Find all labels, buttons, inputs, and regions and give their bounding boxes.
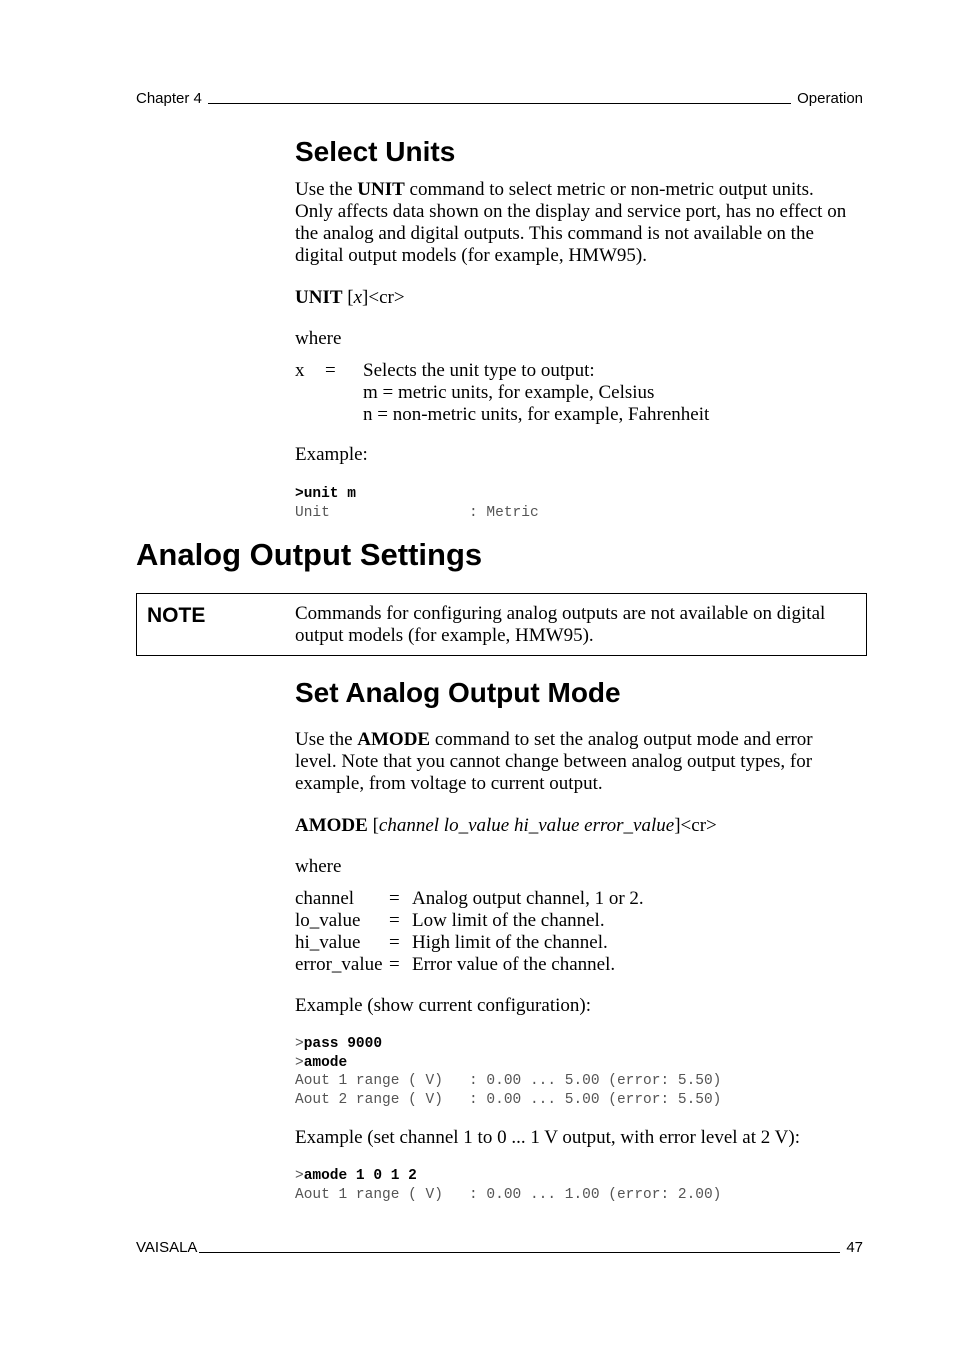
code-command-amode-set: amode 1 0 1 2 xyxy=(303,1168,417,1184)
unit-where: where xyxy=(295,328,342,349)
amode-param-list: channel = Analog output channel, 1 or 2. lo_value = Low limit of the channel. hi_value = High limit of the channel. error_value = Error value of the channel. xyxy=(295,888,865,976)
select-units-intro xyxy=(295,179,865,267)
code-output-aout1-set: Aout 1 range ( V) : 0.00 ... 1.00 (error: 2.00) xyxy=(295,1186,722,1203)
param-desc: Selects the unit type to output: xyxy=(363,360,595,381)
amode-intro xyxy=(295,729,865,795)
param-hi-desc: High limit of the channel. xyxy=(412,932,608,953)
code-output-aout1: Aout 1 range ( V) : 0.00 ... 5.00 (error: 5.50) xyxy=(295,1073,722,1089)
amode-intro-line-2: level. Note that you cannot change between analog output types, for xyxy=(295,751,813,772)
header-rule xyxy=(208,102,791,104)
unit-command: UNIT xyxy=(357,179,405,200)
param-lo-desc: Low limit of the channel. xyxy=(412,910,605,931)
page-footer xyxy=(136,1239,863,1256)
amode-command: AMODE xyxy=(357,729,431,750)
amode-example1-label: Example (show current configuration): xyxy=(295,995,591,1016)
code-output: Unit : Metric xyxy=(295,504,539,521)
code-command-pass: pass 9000 xyxy=(303,1036,383,1052)
amode-example2-label: Example (set channel 1 to 0 ... 1 V output, with error level at 2 V): xyxy=(295,1127,800,1148)
select-units-heading: Select Units xyxy=(295,136,456,167)
code-command-amode: amode xyxy=(303,1054,348,1071)
header-section: Operation xyxy=(797,90,863,107)
footer-company: VAISALA xyxy=(136,1239,198,1256)
intro-line-1: Use the UNIT command to select metric or non-metric output units. xyxy=(295,179,814,200)
param-error-desc: Error value of the channel. xyxy=(412,954,616,975)
param-error-name: error_value xyxy=(295,954,383,975)
amode-intro-line-1: Use the AMODE command to set the analog output mode and error xyxy=(295,729,813,750)
intro-line-3: the analog and digital outputs. This command is not available on the xyxy=(295,223,814,244)
note-box xyxy=(136,593,867,656)
analog-output-heading: Analog Output Settings xyxy=(136,537,483,572)
param-eq: = xyxy=(325,360,336,381)
header-chapter: Chapter 4 xyxy=(136,90,202,107)
param-option-metric: m = metric units, for example, Celsius xyxy=(363,382,655,403)
note-text: Commands for configuring analog outputs are not available on digital output models (for example, HMW95). xyxy=(295,603,826,646)
unit-syntax: UNIT [x]<cr> xyxy=(295,287,405,308)
param-name: x xyxy=(295,360,305,381)
code-output-aout2: Aout 2 range ( V) : 0.00 ... 5.00 (error: 5.50) xyxy=(295,1091,722,1108)
unit-example-code xyxy=(295,485,865,522)
param-hi-name: hi_value xyxy=(295,932,361,953)
amode-syntax: AMODE [channel lo_value hi_value error_value]<cr> xyxy=(295,815,717,836)
amode-example1-code: >pass 9000 >amode Aout 1 range ( V) : 0.00 ... 5.00 (error: 5.50) Aout 2 range ( V) : 0.00 ... 5.00 (error: 5.50) xyxy=(295,1036,722,1108)
page-number: 47 xyxy=(846,1239,863,1256)
param-channel-name: channel xyxy=(295,888,355,909)
code-command: >unit m xyxy=(295,486,356,502)
amode-intro-line-3: example, from voltage to current output. xyxy=(295,773,603,794)
amode-example2-code: >amode 1 0 1 2 Aout 1 range ( V) : 0.00 ... 1.00 (error: 2.00) xyxy=(295,1168,722,1203)
unit-example-label: Example: xyxy=(295,444,368,465)
param-lo-name: lo_value xyxy=(295,910,361,931)
amode-heading: Set Analog Output Mode xyxy=(295,677,621,708)
note-label: NOTE xyxy=(147,604,206,627)
intro-line-4: digital output models (for example, HMW95). xyxy=(295,245,647,266)
amode-where: where xyxy=(295,856,342,877)
intro-line-2: Only affects data shown on the display and service port, has no effect on xyxy=(295,201,847,222)
param-option-nonmetric: n = non-metric units, for example, Fahrenheit xyxy=(363,404,710,425)
unit-param-list xyxy=(295,360,865,426)
page-header xyxy=(136,90,863,107)
param-channel-desc: Analog output channel, 1 or 2. xyxy=(412,888,644,909)
footer-rule xyxy=(199,1251,840,1253)
